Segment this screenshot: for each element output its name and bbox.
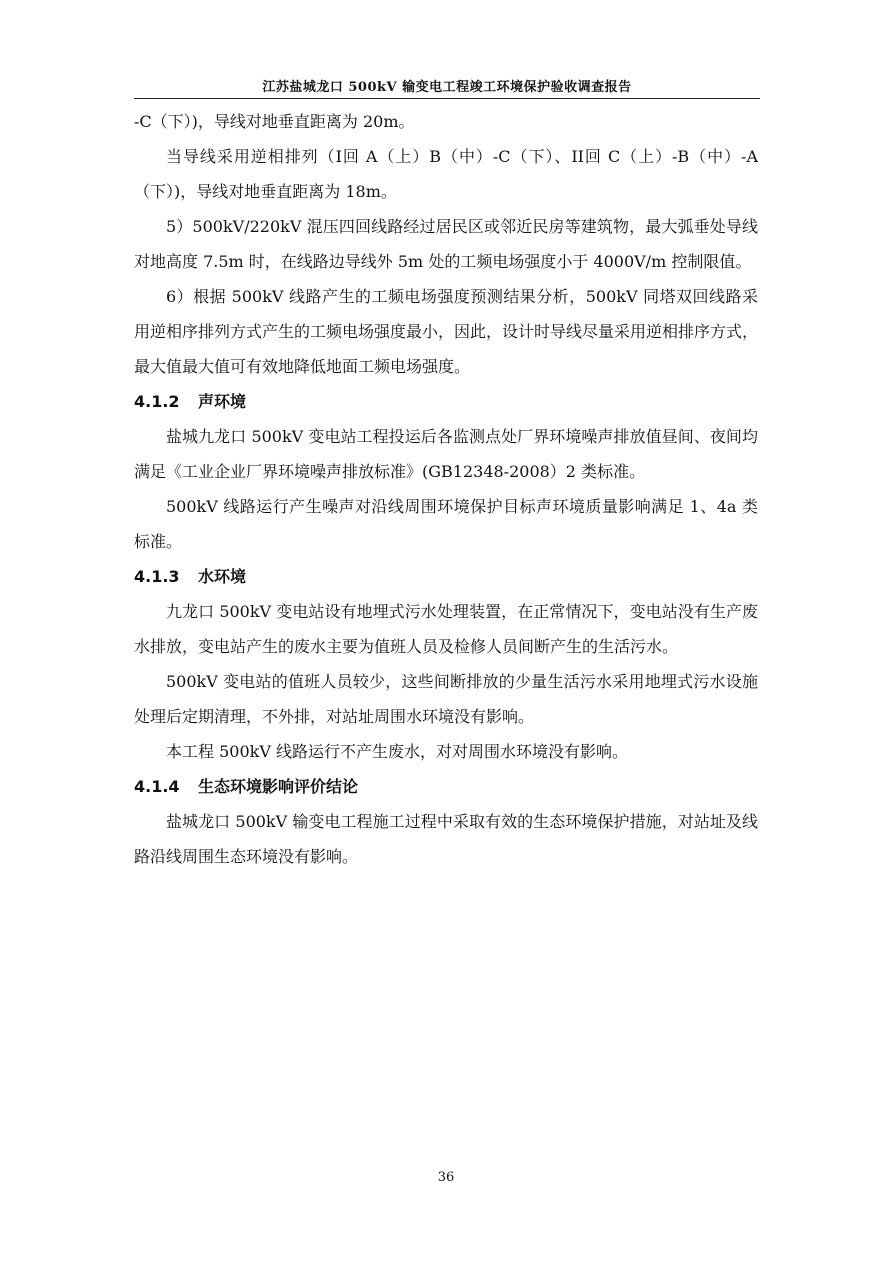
running-header: 江苏盐城龙口 500kV 输变电工程竣工环境保护验收调查报告 <box>262 80 632 95</box>
paragraph: 九龙口 500kV 变电站设有地埋式污水处理装置，在正常情况下，变电站没有生产废水排放，变电站产生的废水主要为值班人员及检修人员间断产生的生活污水。 <box>134 602 758 656</box>
paragraph: 500kV 线路运行产生噪声对沿线周围环境保护目标声环境质量影响满足 1、4a 类标准。 <box>134 497 758 551</box>
paragraph: 6）根据 500kV 线路产生的工频电场强度预测结果分析，500kV 同塔双回线路采用逆相序排列方式产生的工频电场强度最小，因此，设计时导线尽量采用逆相排序方式，最大值最大值可有效地降低地面工频电场强度。 <box>134 287 759 376</box>
section-heading-4-1-4 <box>134 769 758 804</box>
paragraph: 500kV 变电站的值班人员较少，这些间断排放的少量生活污水采用地埋式污水设施处理后定期清理，不外排，对站址周围水环境没有影响。 <box>134 672 758 726</box>
section-title: 水环境 <box>198 567 247 586</box>
section-title: 声环境 <box>198 392 247 411</box>
document-body <box>134 104 758 874</box>
section-heading-4-1-2 <box>134 384 758 419</box>
header-divider <box>134 98 760 99</box>
section-number: 4.1.3 <box>134 567 180 586</box>
paragraph: 盐城龙口 500kV 输变电工程施工过程中采取有效的生态环境保护措施，对站址及线路沿线周围生态环境没有影响。 <box>134 812 758 866</box>
page-number: 36 <box>437 1170 455 1185</box>
section-number: 4.1.4 <box>134 777 180 796</box>
paragraph: 本工程 500kV 线路运行不产生废水，对对周围水环境没有影响。 <box>166 742 628 761</box>
section-title: 生态环境影响评价结论 <box>198 777 359 796</box>
section-heading-4-1-3 <box>134 559 758 594</box>
section-number: 4.1.2 <box>134 392 180 411</box>
paragraph: 盐城九龙口 500kV 变电站工程投运后各监测点处厂界环境噪声排放值昼间、夜间均满足《工业企业厂界环境噪声排放标准》(GB12348-2008）2 类标准。 <box>134 427 758 481</box>
paragraph: -C（下）)，导线对地垂直距离为 20m。 <box>134 112 415 131</box>
paragraph: 当导线采用逆相排列（I回 A（上）B（中）-C（下）、II回 C（上）-B（中）-A（下）)，导线对地垂直距离为 18m。 <box>134 147 758 201</box>
paragraph: 5）500kV/220kV 混压四回线路经过居民区或邻近民房等建筑物，最大弧垂处导线对地高度 7.5m 时，在线路边导线外 5m 处的工频电场强度小于 4000V/m 控制限值。 <box>134 217 758 271</box>
